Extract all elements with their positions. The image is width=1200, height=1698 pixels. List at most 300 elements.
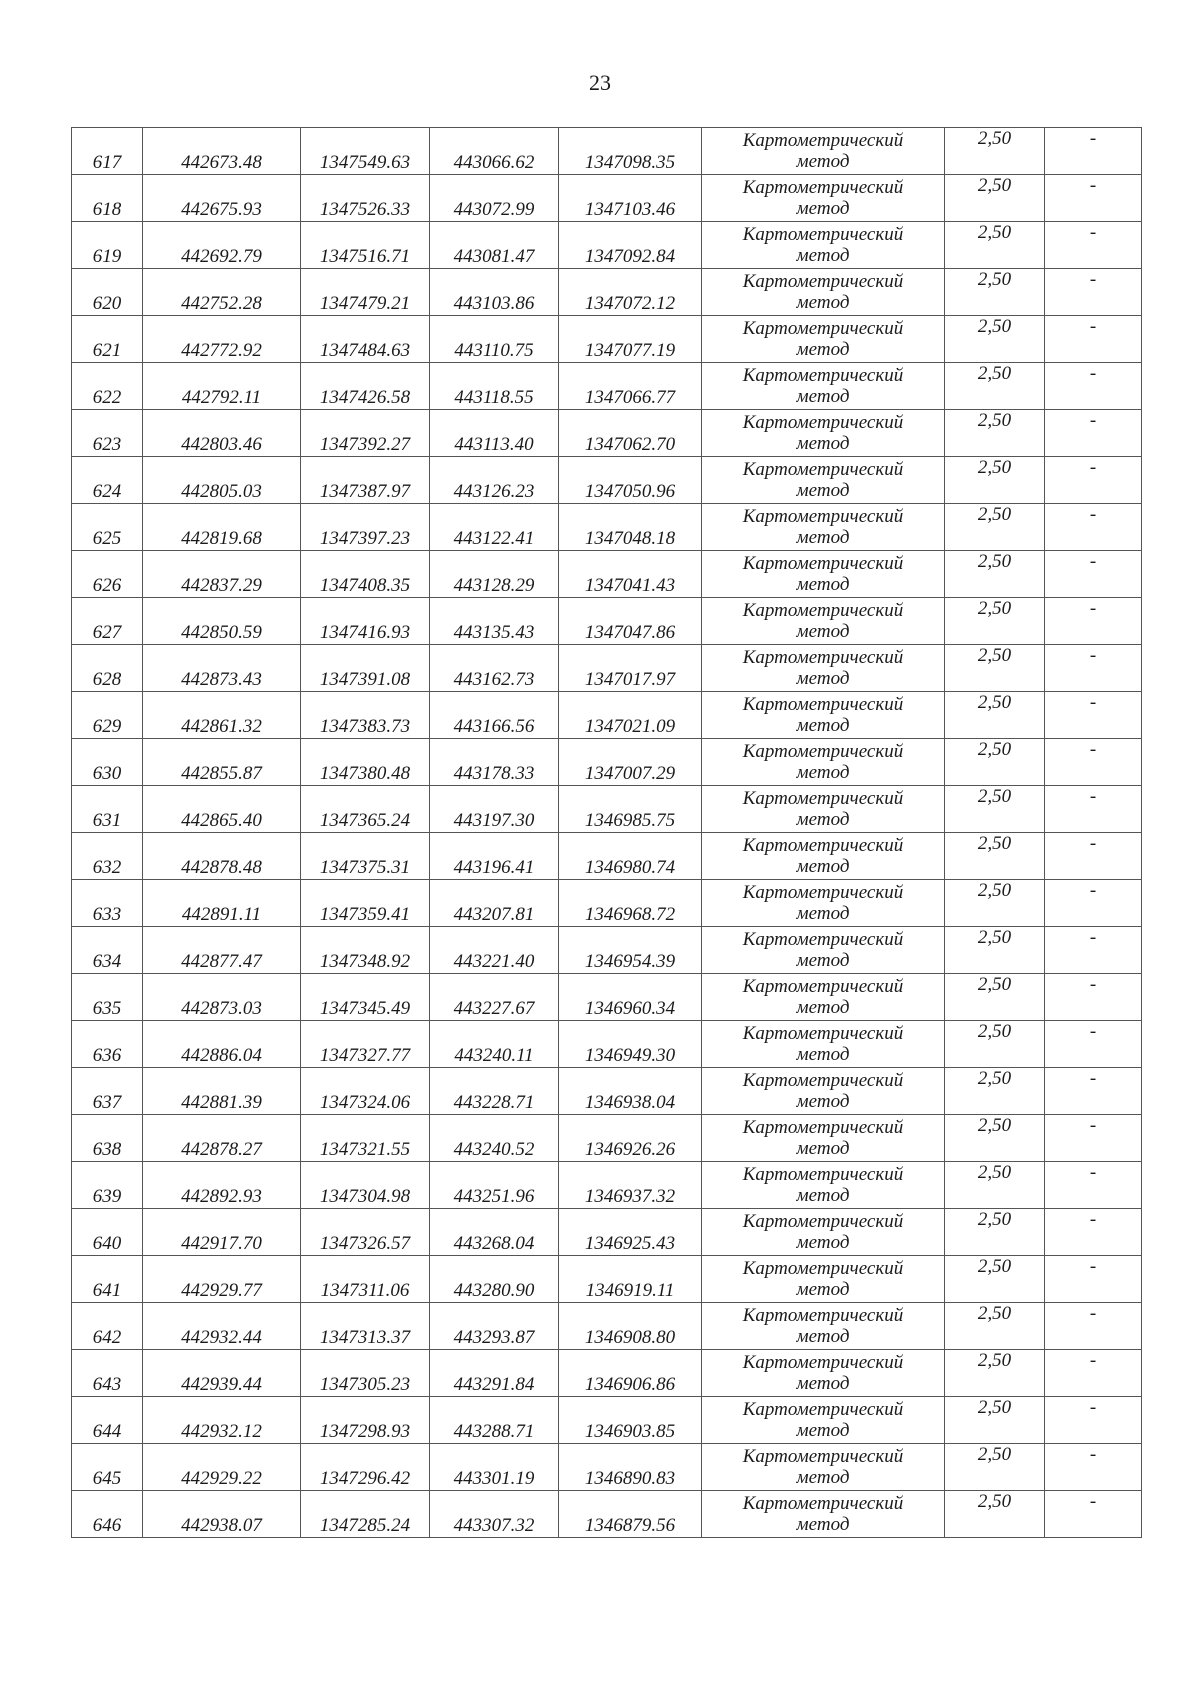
x1-cell: 442837.29 [143, 551, 301, 598]
dash-cell: - [1045, 128, 1142, 175]
accuracy-cell: 2,50 [945, 786, 1045, 833]
table-row [72, 1256, 1142, 1303]
point-number-cell: 623 [72, 410, 143, 457]
dash-cell: - [1045, 1021, 1142, 1068]
method-cell [702, 1397, 945, 1444]
method-line-1: Картометрический [742, 1211, 904, 1232]
table-row [72, 504, 1142, 551]
dash-cell: - [1045, 457, 1142, 504]
y2-cell: 1346949.30 [559, 1021, 702, 1068]
x2-cell: 443227.67 [430, 974, 559, 1021]
table-row [72, 1491, 1142, 1538]
x2-cell: 443178.33 [430, 739, 559, 786]
y1-cell: 1347327.77 [301, 1021, 430, 1068]
dash-cell: - [1045, 927, 1142, 974]
accuracy-cell: 2,50 [945, 833, 1045, 880]
table-row [72, 833, 1142, 880]
point-number-cell: 642 [72, 1303, 143, 1350]
y1-cell: 1347345.49 [301, 974, 430, 1021]
x1-cell: 442873.03 [143, 974, 301, 1021]
method-cell [702, 786, 945, 833]
point-number-cell: 618 [72, 175, 143, 222]
method-line-2: метод [796, 339, 850, 360]
point-number-cell: 622 [72, 363, 143, 410]
accuracy-cell: 2,50 [945, 645, 1045, 692]
point-number-cell: 636 [72, 1021, 143, 1068]
method-cell [702, 1303, 945, 1350]
method-line-1: Картометрический [742, 459, 904, 480]
x1-cell: 442938.07 [143, 1491, 301, 1538]
method-cell [702, 880, 945, 927]
method-line-2: метод [796, 292, 850, 313]
dash-cell: - [1045, 1397, 1142, 1444]
table-row [72, 175, 1142, 222]
table-row [72, 410, 1142, 457]
y1-cell: 1347516.71 [301, 222, 430, 269]
x2-cell: 443072.99 [430, 175, 559, 222]
method-line-2: метод [796, 762, 850, 783]
x1-cell: 442878.27 [143, 1115, 301, 1162]
method-cell [702, 974, 945, 1021]
dash-cell: - [1045, 645, 1142, 692]
method-line-2: метод [796, 856, 850, 877]
y1-cell: 1347380.48 [301, 739, 430, 786]
method-cell [702, 1350, 945, 1397]
method-line-1: Картометрический [742, 929, 904, 950]
method-line-2: метод [796, 1091, 850, 1112]
method-line-1: Картометрический [742, 1305, 904, 1326]
y2-cell: 1346968.72 [559, 880, 702, 927]
y1-cell: 1347304.98 [301, 1162, 430, 1209]
x2-cell: 443268.04 [430, 1209, 559, 1256]
dash-cell: - [1045, 1303, 1142, 1350]
y1-cell: 1347321.55 [301, 1115, 430, 1162]
accuracy-cell: 2,50 [945, 1444, 1045, 1491]
y1-cell: 1347285.24 [301, 1491, 430, 1538]
y2-cell: 1346954.39 [559, 927, 702, 974]
accuracy-cell: 2,50 [945, 551, 1045, 598]
method-line-1: Картометрический [742, 318, 904, 339]
x1-cell: 442881.39 [143, 1068, 301, 1115]
x1-cell: 442861.32 [143, 692, 301, 739]
method-cell [702, 739, 945, 786]
point-number-cell: 628 [72, 645, 143, 692]
method-cell [702, 645, 945, 692]
point-number-cell: 630 [72, 739, 143, 786]
x1-cell: 442819.68 [143, 504, 301, 551]
x2-cell: 443240.11 [430, 1021, 559, 1068]
y2-cell: 1347092.84 [559, 222, 702, 269]
method-line-2: метод [796, 198, 850, 219]
x2-cell: 443162.73 [430, 645, 559, 692]
accuracy-cell: 2,50 [945, 598, 1045, 645]
point-number-cell: 629 [72, 692, 143, 739]
method-line-2: метод [796, 245, 850, 266]
y1-cell: 1347298.93 [301, 1397, 430, 1444]
accuracy-cell: 2,50 [945, 927, 1045, 974]
table-row [72, 316, 1142, 363]
x2-cell: 443251.96 [430, 1162, 559, 1209]
method-cell [702, 504, 945, 551]
point-number-cell: 626 [72, 551, 143, 598]
table-row [72, 598, 1142, 645]
method-cell [702, 927, 945, 974]
point-number-cell: 625 [72, 504, 143, 551]
x2-cell: 443126.23 [430, 457, 559, 504]
x2-cell: 443118.55 [430, 363, 559, 410]
dash-cell: - [1045, 692, 1142, 739]
y2-cell: 1346938.04 [559, 1068, 702, 1115]
point-number-cell: 645 [72, 1444, 143, 1491]
y2-cell: 1346919.11 [559, 1256, 702, 1303]
method-line-1: Картометрический [742, 1446, 904, 1467]
x1-cell: 442692.79 [143, 222, 301, 269]
x2-cell: 443228.71 [430, 1068, 559, 1115]
point-number-cell: 637 [72, 1068, 143, 1115]
point-number-cell: 631 [72, 786, 143, 833]
table-row [72, 927, 1142, 974]
table-row [72, 880, 1142, 927]
point-number-cell: 646 [72, 1491, 143, 1538]
dash-cell: - [1045, 1491, 1142, 1538]
y2-cell: 1346980.74 [559, 833, 702, 880]
method-line-2: метод [796, 1279, 850, 1300]
x1-cell: 442855.87 [143, 739, 301, 786]
x1-cell: 442803.46 [143, 410, 301, 457]
point-number-cell: 620 [72, 269, 143, 316]
accuracy-cell: 2,50 [945, 316, 1045, 363]
dash-cell: - [1045, 974, 1142, 1021]
x1-cell: 442878.48 [143, 833, 301, 880]
method-line-2: метод [796, 1514, 850, 1535]
accuracy-cell: 2,50 [945, 269, 1045, 316]
y2-cell: 1347103.46 [559, 175, 702, 222]
y1-cell: 1347375.31 [301, 833, 430, 880]
x2-cell: 443288.71 [430, 1397, 559, 1444]
method-line-1: Картометрический [742, 647, 904, 668]
method-cell [702, 833, 945, 880]
y2-cell: 1346985.75 [559, 786, 702, 833]
table-row [72, 786, 1142, 833]
x1-cell: 442772.92 [143, 316, 301, 363]
method-line-2: метод [796, 386, 850, 407]
point-number-cell: 617 [72, 128, 143, 175]
x1-cell: 442675.93 [143, 175, 301, 222]
accuracy-cell: 2,50 [945, 1209, 1045, 1256]
point-number-cell: 633 [72, 880, 143, 927]
y2-cell: 1346926.26 [559, 1115, 702, 1162]
accuracy-cell: 2,50 [945, 974, 1045, 1021]
x2-cell: 443197.30 [430, 786, 559, 833]
y2-cell: 1346937.32 [559, 1162, 702, 1209]
method-line-1: Картометрический [742, 1493, 904, 1514]
method-line-2: метод [796, 1044, 850, 1065]
dash-cell: - [1045, 1115, 1142, 1162]
point-number-cell: 644 [72, 1397, 143, 1444]
method-line-2: метод [796, 480, 850, 501]
y1-cell: 1347311.06 [301, 1256, 430, 1303]
x2-cell: 443066.62 [430, 128, 559, 175]
point-number-cell: 621 [72, 316, 143, 363]
y1-cell: 1347391.08 [301, 645, 430, 692]
dash-cell: - [1045, 880, 1142, 927]
coordinates-table [71, 127, 1142, 1538]
y1-cell: 1347479.21 [301, 269, 430, 316]
method-cell [702, 128, 945, 175]
page-number: 23 [589, 70, 611, 95]
y2-cell: 1347048.18 [559, 504, 702, 551]
x1-cell: 442929.22 [143, 1444, 301, 1491]
table-body [72, 128, 1142, 1538]
y1-cell: 1347313.37 [301, 1303, 430, 1350]
y2-cell: 1347041.43 [559, 551, 702, 598]
y1-cell: 1347326.57 [301, 1209, 430, 1256]
y2-cell: 1346906.86 [559, 1350, 702, 1397]
y2-cell: 1347098.35 [559, 128, 702, 175]
method-line-2: метод [796, 1232, 850, 1253]
y1-cell: 1347484.63 [301, 316, 430, 363]
x2-cell: 443166.56 [430, 692, 559, 739]
dash-cell: - [1045, 316, 1142, 363]
y1-cell: 1347365.24 [301, 786, 430, 833]
accuracy-cell: 2,50 [945, 1397, 1045, 1444]
x2-cell: 443110.75 [430, 316, 559, 363]
x2-cell: 443207.81 [430, 880, 559, 927]
accuracy-cell: 2,50 [945, 692, 1045, 739]
method-line-1: Картометрический [742, 1023, 904, 1044]
method-line-2: метод [796, 1138, 850, 1159]
y2-cell: 1347072.12 [559, 269, 702, 316]
dash-cell: - [1045, 786, 1142, 833]
y1-cell: 1347324.06 [301, 1068, 430, 1115]
y2-cell: 1346960.34 [559, 974, 702, 1021]
dash-cell: - [1045, 551, 1142, 598]
method-line-2: метод [796, 950, 850, 971]
y1-cell: 1347296.42 [301, 1444, 430, 1491]
y1-cell: 1347348.92 [301, 927, 430, 974]
y2-cell: 1346890.83 [559, 1444, 702, 1491]
method-line-2: метод [796, 1373, 850, 1394]
point-number-cell: 619 [72, 222, 143, 269]
method-cell [702, 1021, 945, 1068]
method-cell [702, 175, 945, 222]
method-line-1: Картометрический [742, 553, 904, 574]
table-row [72, 551, 1142, 598]
x2-cell: 443135.43 [430, 598, 559, 645]
method-line-1: Картометрический [742, 271, 904, 292]
table-row [72, 692, 1142, 739]
method-line-1: Картометрический [742, 1399, 904, 1420]
x2-cell: 443081.47 [430, 222, 559, 269]
y1-cell: 1347526.33 [301, 175, 430, 222]
y1-cell: 1347392.27 [301, 410, 430, 457]
method-line-1: Картометрический [742, 365, 904, 386]
table-row [72, 1115, 1142, 1162]
dash-cell: - [1045, 1256, 1142, 1303]
y1-cell: 1347408.35 [301, 551, 430, 598]
method-cell [702, 1068, 945, 1115]
table-row [72, 1397, 1142, 1444]
accuracy-cell: 2,50 [945, 410, 1045, 457]
method-line-2: метод [796, 151, 850, 172]
x2-cell: 443221.40 [430, 927, 559, 974]
point-number-cell: 635 [72, 974, 143, 1021]
accuracy-cell: 2,50 [945, 1115, 1045, 1162]
x1-cell: 442877.47 [143, 927, 301, 974]
x2-cell: 443113.40 [430, 410, 559, 457]
y2-cell: 1347077.19 [559, 316, 702, 363]
x2-cell: 443240.52 [430, 1115, 559, 1162]
method-line-2: метод [796, 1185, 850, 1206]
table-row [72, 1209, 1142, 1256]
y1-cell: 1347426.58 [301, 363, 430, 410]
point-number-cell: 643 [72, 1350, 143, 1397]
table-row [72, 1350, 1142, 1397]
accuracy-cell: 2,50 [945, 1491, 1045, 1538]
dash-cell: - [1045, 175, 1142, 222]
accuracy-cell: 2,50 [945, 1021, 1045, 1068]
method-cell [702, 1162, 945, 1209]
y2-cell: 1347066.77 [559, 363, 702, 410]
dash-cell: - [1045, 1350, 1142, 1397]
accuracy-cell: 2,50 [945, 1068, 1045, 1115]
point-number-cell: 624 [72, 457, 143, 504]
point-number-cell: 638 [72, 1115, 143, 1162]
method-cell [702, 1209, 945, 1256]
point-number-cell: 627 [72, 598, 143, 645]
accuracy-cell: 2,50 [945, 504, 1045, 551]
point-number-cell: 632 [72, 833, 143, 880]
method-line-2: метод [796, 715, 850, 736]
method-line-2: метод [796, 997, 850, 1018]
table-row [72, 363, 1142, 410]
y1-cell: 1347549.63 [301, 128, 430, 175]
dash-cell: - [1045, 410, 1142, 457]
accuracy-cell: 2,50 [945, 880, 1045, 927]
x1-cell: 442892.93 [143, 1162, 301, 1209]
x1-cell: 442929.77 [143, 1256, 301, 1303]
method-line-2: метод [796, 574, 850, 595]
y1-cell: 1347383.73 [301, 692, 430, 739]
dash-cell: - [1045, 269, 1142, 316]
y2-cell: 1347021.09 [559, 692, 702, 739]
dash-cell: - [1045, 504, 1142, 551]
accuracy-cell: 2,50 [945, 175, 1045, 222]
x1-cell: 442752.28 [143, 269, 301, 316]
dash-cell: - [1045, 222, 1142, 269]
method-line-2: метод [796, 433, 850, 454]
method-line-2: метод [796, 809, 850, 830]
x1-cell: 442792.11 [143, 363, 301, 410]
x2-cell: 443196.41 [430, 833, 559, 880]
method-cell [702, 692, 945, 739]
table-row [72, 739, 1142, 786]
y1-cell: 1347305.23 [301, 1350, 430, 1397]
x2-cell: 443122.41 [430, 504, 559, 551]
method-line-1: Картометрический [742, 1164, 904, 1185]
x2-cell: 443103.86 [430, 269, 559, 316]
method-line-1: Картометрический [742, 412, 904, 433]
x1-cell: 442917.70 [143, 1209, 301, 1256]
table-row [72, 457, 1142, 504]
table-row [72, 222, 1142, 269]
method-line-1: Картометрический [742, 741, 904, 762]
method-line-1: Картометрический [742, 224, 904, 245]
point-number-cell: 640 [72, 1209, 143, 1256]
y2-cell: 1346903.85 [559, 1397, 702, 1444]
y2-cell: 1347047.86 [559, 598, 702, 645]
dash-cell: - [1045, 1444, 1142, 1491]
accuracy-cell: 2,50 [945, 128, 1045, 175]
method-cell [702, 1256, 945, 1303]
method-cell [702, 363, 945, 410]
table-row [72, 1162, 1142, 1209]
table-row [72, 1021, 1142, 1068]
method-line-1: Картометрический [742, 600, 904, 621]
x2-cell: 443301.19 [430, 1444, 559, 1491]
dash-cell: - [1045, 739, 1142, 786]
method-line-1: Картометрический [742, 1258, 904, 1279]
method-line-2: метод [796, 903, 850, 924]
y2-cell: 1347007.29 [559, 739, 702, 786]
y1-cell: 1347387.97 [301, 457, 430, 504]
method-cell [702, 551, 945, 598]
method-line-2: метод [796, 668, 850, 689]
dash-cell: - [1045, 598, 1142, 645]
table-row [72, 974, 1142, 1021]
method-line-2: метод [796, 1326, 850, 1347]
method-line-1: Картометрический [742, 1070, 904, 1091]
y2-cell: 1346908.80 [559, 1303, 702, 1350]
x1-cell: 442939.44 [143, 1350, 301, 1397]
method-line-2: метод [796, 1467, 850, 1488]
method-line-1: Картометрический [742, 788, 904, 809]
x1-cell: 442932.12 [143, 1397, 301, 1444]
table-row [72, 645, 1142, 692]
method-cell [702, 222, 945, 269]
method-cell [702, 316, 945, 363]
method-line-1: Картометрический [742, 694, 904, 715]
table-row [72, 128, 1142, 175]
method-cell [702, 1115, 945, 1162]
accuracy-cell: 2,50 [945, 222, 1045, 269]
x2-cell: 443293.87 [430, 1303, 559, 1350]
dash-cell: - [1045, 1162, 1142, 1209]
point-number-cell: 634 [72, 927, 143, 974]
table-row [72, 1444, 1142, 1491]
dash-cell: - [1045, 1068, 1142, 1115]
accuracy-cell: 2,50 [945, 1256, 1045, 1303]
method-line-1: Картометрический [742, 1352, 904, 1373]
accuracy-cell: 2,50 [945, 1350, 1045, 1397]
y2-cell: 1346879.56 [559, 1491, 702, 1538]
table-row [72, 269, 1142, 316]
x1-cell: 442673.48 [143, 128, 301, 175]
y1-cell: 1347397.23 [301, 504, 430, 551]
method-line-1: Картометрический [742, 1117, 904, 1138]
point-number-cell: 641 [72, 1256, 143, 1303]
method-line-1: Картометрический [742, 130, 904, 151]
point-number-cell: 639 [72, 1162, 143, 1209]
method-line-1: Картометрический [742, 835, 904, 856]
method-line-1: Картометрический [742, 506, 904, 527]
accuracy-cell: 2,50 [945, 1162, 1045, 1209]
method-cell [702, 269, 945, 316]
x1-cell: 442865.40 [143, 786, 301, 833]
method-cell [702, 457, 945, 504]
x1-cell: 442932.44 [143, 1303, 301, 1350]
method-line-2: метод [796, 621, 850, 642]
